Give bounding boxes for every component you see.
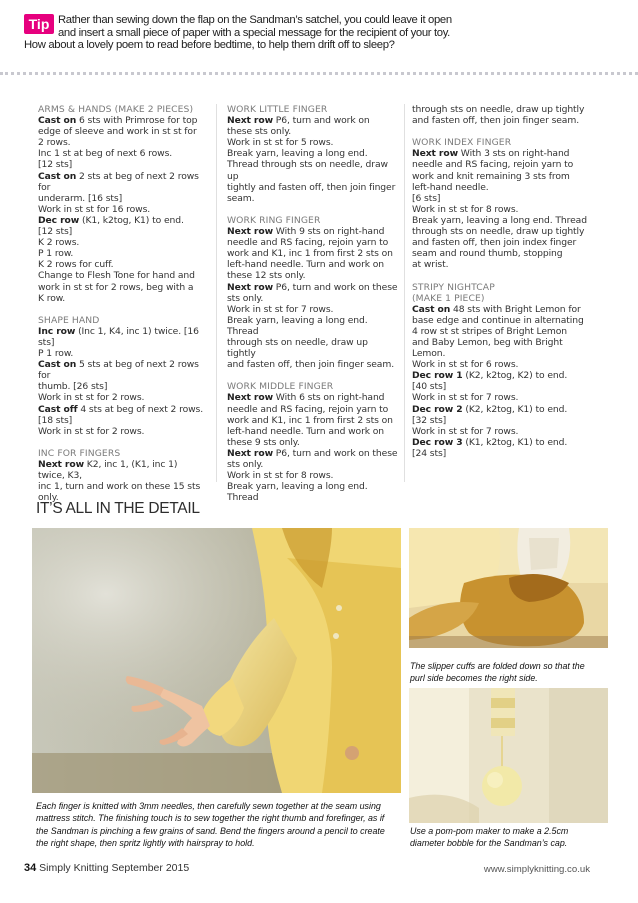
- tip-line-2: and insert a small piece of paper with a special message for the recipient of your toy.: [58, 26, 450, 39]
- instruction-line: and fasten off, then join index finger: [412, 237, 577, 249]
- tip-badge: Tip: [24, 14, 54, 34]
- instruction-line: at wrist.: [412, 259, 449, 271]
- instruction-line: Next row With 3 sts on right-hand: [412, 148, 570, 160]
- instruction-line: Work in st st for 7 rows.: [412, 392, 519, 404]
- instruction-line: Inc 1 st at beg of next 6 rows.: [38, 148, 173, 160]
- instruction-line: Next row P6, turn and work on: [227, 115, 370, 127]
- instruction-line: through sts on needle, draw up tightly: [412, 226, 585, 238]
- instruction-line: K row.: [38, 292, 66, 304]
- pattern-column-3: [412, 104, 592, 459]
- knitted-hand-photo: [32, 528, 401, 793]
- instruction-line: Next row With 9 sts on right-hand: [227, 226, 385, 238]
- instruction-line: inc 1, turn and work on these 15 sts: [38, 481, 201, 493]
- instruction-line: Break yarn, leaving a long end. Thread: [227, 481, 368, 504]
- instruction-line: Break yarn, leaving a long end. Thread: [412, 214, 587, 226]
- instruction-line: these 12 sts only.: [227, 270, 306, 282]
- instruction-line: work and knit remaining 3 sts from: [412, 170, 570, 182]
- instruction-line: thumb. [26 sts]: [38, 381, 108, 393]
- instruction-line: and Baby Lemon, beg with Bright: [412, 336, 563, 348]
- instruction-line: needle and RS facing, rejoin yarn to: [412, 159, 574, 171]
- publication-name: Simply Knitting September 2015: [39, 862, 190, 874]
- instruction-line: needle and RS facing, rejoin yarn to: [227, 237, 389, 249]
- section-heading: WORK RING FINGER: [227, 214, 321, 226]
- instruction-line: these 9 sts only.: [227, 436, 300, 448]
- instruction-line: Work in st st for 2 rows.: [38, 392, 145, 404]
- instruction-line: Inc row (Inc 1, K4, inc 1) twice. [16 sts]: [38, 325, 199, 348]
- instruction-line: left-hand needle.: [412, 181, 489, 193]
- instruction-line: K 2 rows.: [38, 237, 80, 249]
- instruction-line: Break yarn, leaving a long end.: [227, 148, 368, 160]
- instruction-line: Work in st st for 16 rows.: [38, 203, 151, 215]
- instruction-line: needle and RS facing, rejoin yarn to: [227, 403, 389, 415]
- instruction-line: Thread through sts on needle, draw up: [227, 159, 388, 182]
- page-number: 34: [24, 862, 37, 874]
- instruction-line: Work in st st for 2 rows.: [38, 425, 145, 437]
- column-separator: [404, 104, 405, 482]
- instruction-line: P 1 row.: [38, 348, 74, 360]
- instruction-line: Work in st st for 7 rows.: [412, 425, 519, 437]
- instruction-line: left-hand needle. Turn and work on: [227, 425, 385, 437]
- instruction-line: Break yarn, leaving a long end. Thread: [227, 314, 368, 337]
- tip-text: [24, 14, 614, 52]
- instruction-line: Cast on 5 sts at beg of next 2 rows for: [38, 359, 199, 382]
- slipper-caption: The slipper cuffs are folded down so that the purl side becomes the right side.: [410, 661, 585, 684]
- section-heading: WORK LITTLE FINGER: [227, 104, 328, 115]
- pattern-column-1: [38, 104, 206, 503]
- website-url: www.simplyknitting.co.uk: [483, 864, 590, 875]
- pompom-cap-photo: [409, 688, 608, 823]
- tip-line-3: How about a lovely poem to read before bedtime, to help them drift off to sleep?: [24, 39, 395, 51]
- tip-line-1: Rather than sewing down the flap on the Sandman’s satchel, you could leave it open: [58, 14, 452, 26]
- instruction-line: these sts only.: [227, 126, 292, 138]
- instruction-line: seam and round thumb, stopping: [412, 248, 563, 260]
- instruction-line: P 1 row.: [38, 248, 74, 260]
- pattern-column-2: [227, 104, 399, 503]
- section-heading: INC FOR FINGERS: [38, 447, 121, 459]
- instruction-line: Cast on 48 sts with Bright Lemon for: [412, 303, 581, 315]
- instruction-line: [32 sts]: [412, 414, 447, 426]
- instruction-line: [24 sts]: [412, 447, 447, 459]
- instruction-line: [40 sts]: [412, 381, 447, 393]
- instruction-line: through sts on needle, draw up tightly: [227, 336, 368, 360]
- instruction-line: left-hand needle. Turn and work on: [227, 259, 385, 271]
- instruction-line: Change to Flesh Tone for hand and: [38, 270, 195, 282]
- section-heading: ARMS & HANDS (MAKE 2 PIECES): [38, 104, 194, 115]
- instruction-line: Dec row (K1, k2tog, K1) to end.: [38, 214, 184, 226]
- cap-caption: Use a pom-pom maker to make a 2.5cm diameter bobble for the Sandman’s cap.: [410, 826, 569, 849]
- instruction-line: 4 row st st stripes of Bright Lemon: [412, 325, 568, 337]
- instruction-line: edge of sleeve and work in st st for: [38, 126, 197, 138]
- slipper-photo: [409, 528, 608, 648]
- instruction-line: Work in st st for 7 rows.: [227, 303, 334, 315]
- instruction-line: Work in st st for 8 rows.: [412, 203, 519, 215]
- instruction-line: tightly and fasten off, then join finger: [227, 181, 396, 193]
- section-heading: SHAPE HAND: [38, 314, 100, 326]
- instruction-line: Next row P6, turn and work on these: [227, 447, 398, 459]
- instruction-line: Work in st st for 8 rows.: [227, 470, 334, 482]
- instruction-line: Dec row 3 (K1, k2tog, K1) to end.: [412, 436, 568, 448]
- instruction-line: Work in st st for 6 rows.: [412, 359, 519, 371]
- instruction-line: Work in st st for 5 rows.: [227, 137, 334, 149]
- instruction-line: Dec row 2 (K2, k2tog, K1) to end.: [412, 403, 568, 415]
- instruction-line: [18 sts]: [38, 414, 73, 426]
- instruction-line: Next row P6, turn and work on these: [227, 281, 398, 293]
- instruction-line: Cast off 4 sts at beg of next 2 rows.: [38, 403, 204, 415]
- instruction-line: Cast on 2 sts at beg of next 2 rows for: [38, 170, 199, 193]
- instruction-line: [12 sts]: [38, 226, 73, 238]
- instruction-line: and fasten off, then join finger seam.: [412, 115, 580, 127]
- instruction-line: and fasten off, then join finger seam.: [227, 359, 395, 371]
- section-heading: WORK INDEX FINGER: [412, 137, 512, 149]
- instruction-line: through sts on needle, draw up tightly: [412, 104, 585, 115]
- dotted-divider: [0, 72, 638, 75]
- instruction-line: Next row K2, inc 1, (K1, inc 1) twice, K3,: [38, 459, 178, 482]
- footer-folio: [24, 862, 189, 874]
- instruction-line: Lemon.: [412, 348, 446, 360]
- instruction-line: seam.: [227, 192, 255, 204]
- instruction-line: work and K1, inc 1 from first 2 sts on: [227, 248, 393, 260]
- instruction-line: Dec row 1 (K2, k2tog, K2) to end.: [412, 370, 568, 382]
- instruction-line: base edge and continue in alternating: [412, 314, 584, 326]
- section-heading: STRIPY NIGHTCAP: [412, 281, 495, 293]
- instruction-line: Cast on 6 sts with Primrose for top: [38, 115, 198, 127]
- instruction-line: sts only.: [227, 459, 264, 470]
- section-heading: (MAKE 1 PIECE): [412, 292, 485, 304]
- instruction-line: work in st st for 2 rows, beg with a: [38, 281, 194, 293]
- hand-caption: Each finger is knitted with 3mm needles, then carefully sewn together at the seam using mattress stitch. The finishing touch is to sew together the right thumb and forefinger, as if the Sandman is pinching a few grains of sand. Bend the fingers around a pencil to create the right shape, then spritz lightly with hairspray to hold.: [36, 801, 385, 849]
- column-separator: [216, 104, 217, 482]
- instruction-line: K 2 rows for cuff.: [38, 259, 114, 271]
- instruction-line: underarm. [16 sts]: [38, 192, 123, 204]
- section-title: IT’S ALL IN THE DETAIL: [36, 500, 200, 517]
- instruction-line: Next row With 6 sts on right-hand: [227, 392, 385, 404]
- instruction-line: sts only.: [227, 292, 264, 304]
- instruction-line: [6 sts]: [412, 192, 441, 204]
- section-heading: WORK MIDDLE FINGER: [227, 381, 334, 393]
- instruction-line: work and K1, inc 1 from first 2 sts on: [227, 414, 393, 426]
- instruction-line: only.: [38, 492, 59, 504]
- instruction-line: [12 sts]: [38, 159, 73, 171]
- instruction-line: 2 rows.: [38, 137, 71, 149]
